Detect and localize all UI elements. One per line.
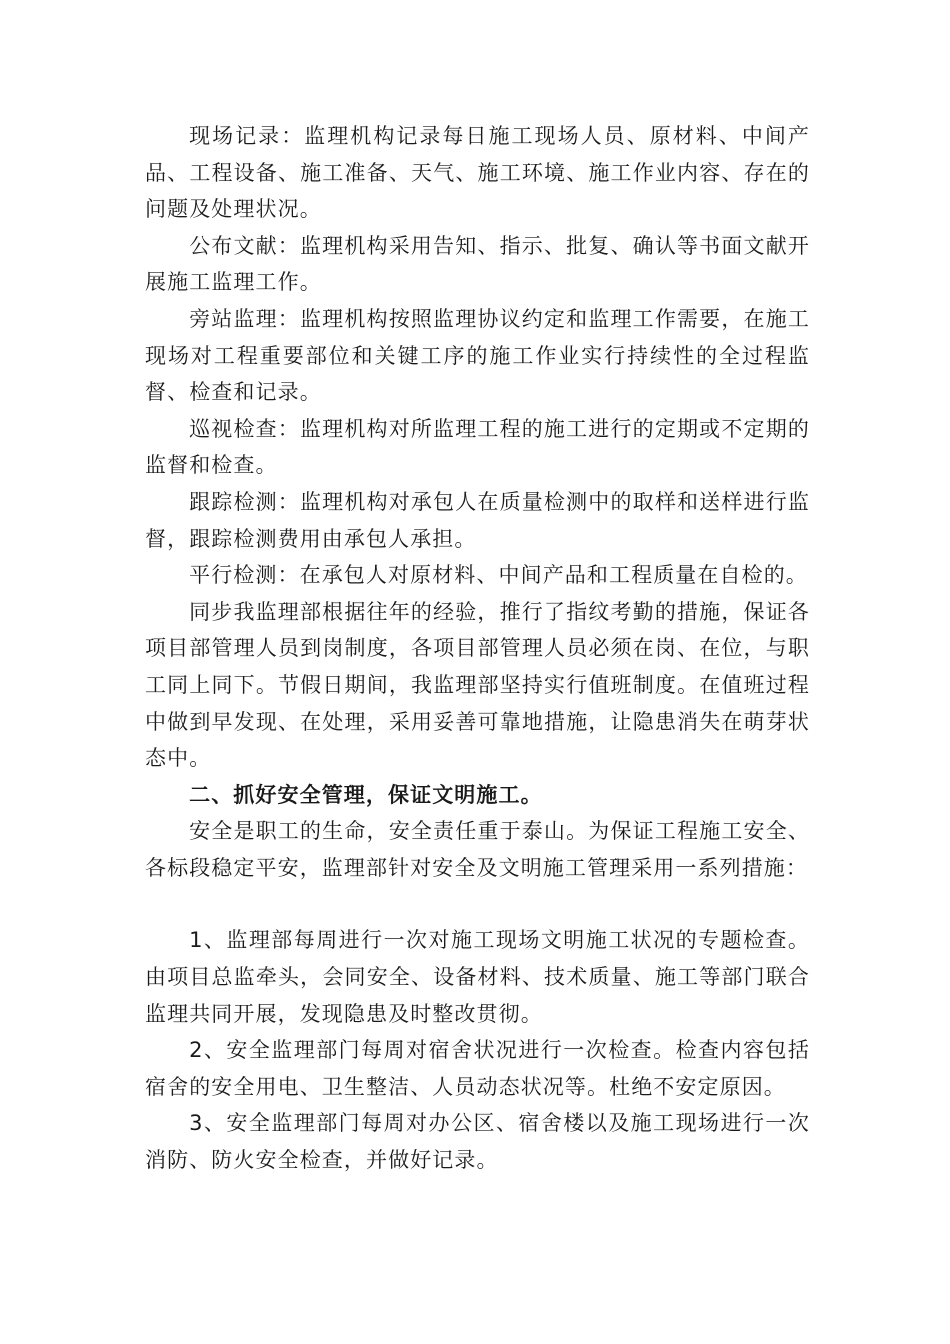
document-body [145, 118, 810, 1179]
paragraph-tracking-test: 跟踪检测：监理机构对承包人在质量检测中的取样和送样进行监督，跟踪检测费用由承包人承担。 [145, 489, 810, 551]
list-item: 2、安全监理部门每周对宿舍状况进行一次检查。检查内容包括宿舍的安全用电、卫生整洁、人员动态状况等。杜绝不安定原因。 [145, 1038, 810, 1099]
paragraph-parallel-test: 平行检测：在承包人对原材料、中间产品和工程质量在自检的。 [189, 563, 808, 588]
paragraph-site-record: 现场记录：监理机构记录每日施工现场人员、原材料、中间产品、工程设备、施工准备、天气、施工环境、施工作业内容、存在的问题及处理状况。 [145, 124, 810, 222]
paragraph-publish-docs: 公布文献：监理机构采用告知、指示、批复、确认等书面文献开展施工监理工作。 [145, 233, 810, 295]
list-item: 1、监理部每周进行一次对施工现场文明施工状况的专题检查。由项目总监牵头，会同安全、设备材料、技术质量、施工等部门联合监理共同开展，发现隐患及时整改贯彻。 [145, 928, 810, 1026]
blank-line [145, 886, 810, 922]
paragraph-safety-intro: 安全是职工的生命，安全责任重于泰山。为保证工程施工安全、各标段稳定平安，监理部针对安全及文明施工管理采用一系列措施： [145, 819, 810, 880]
list-item: 3、安全监理部门每周对办公区、宿舍楼以及施工现场进行一次消防、防火安全检查，并做好记录。 [145, 1111, 810, 1173]
paragraph-side-supervision: 旁站监理：监理机构按照监理协议约定和监理工作需要，在施工现场对工程重要部位和关键工序的施工作业实行持续性的全过程监督、检查和记录。 [145, 306, 810, 405]
paragraph-patrol-inspection: 巡视检查：监理机构对所监理工程的施工进行的定期或不定期的监督和检查。 [145, 416, 810, 478]
section-heading: 二、抓好安全管理，保证文明施工。 [189, 782, 543, 807]
paragraph-attendance: 同步我监理部根据往年的经验，推行了指纹考勤的措施，保证各项目部管理人员到岗制度，各项目部管理人员必须在岗、在位，与职工同上同下。节假日期间，我监理部坚持实行值班制度。在值班过程中做到早发现、在处理，采用妥善可靠地措施，让隐患消失在萌芽状态中。 [145, 599, 810, 771]
